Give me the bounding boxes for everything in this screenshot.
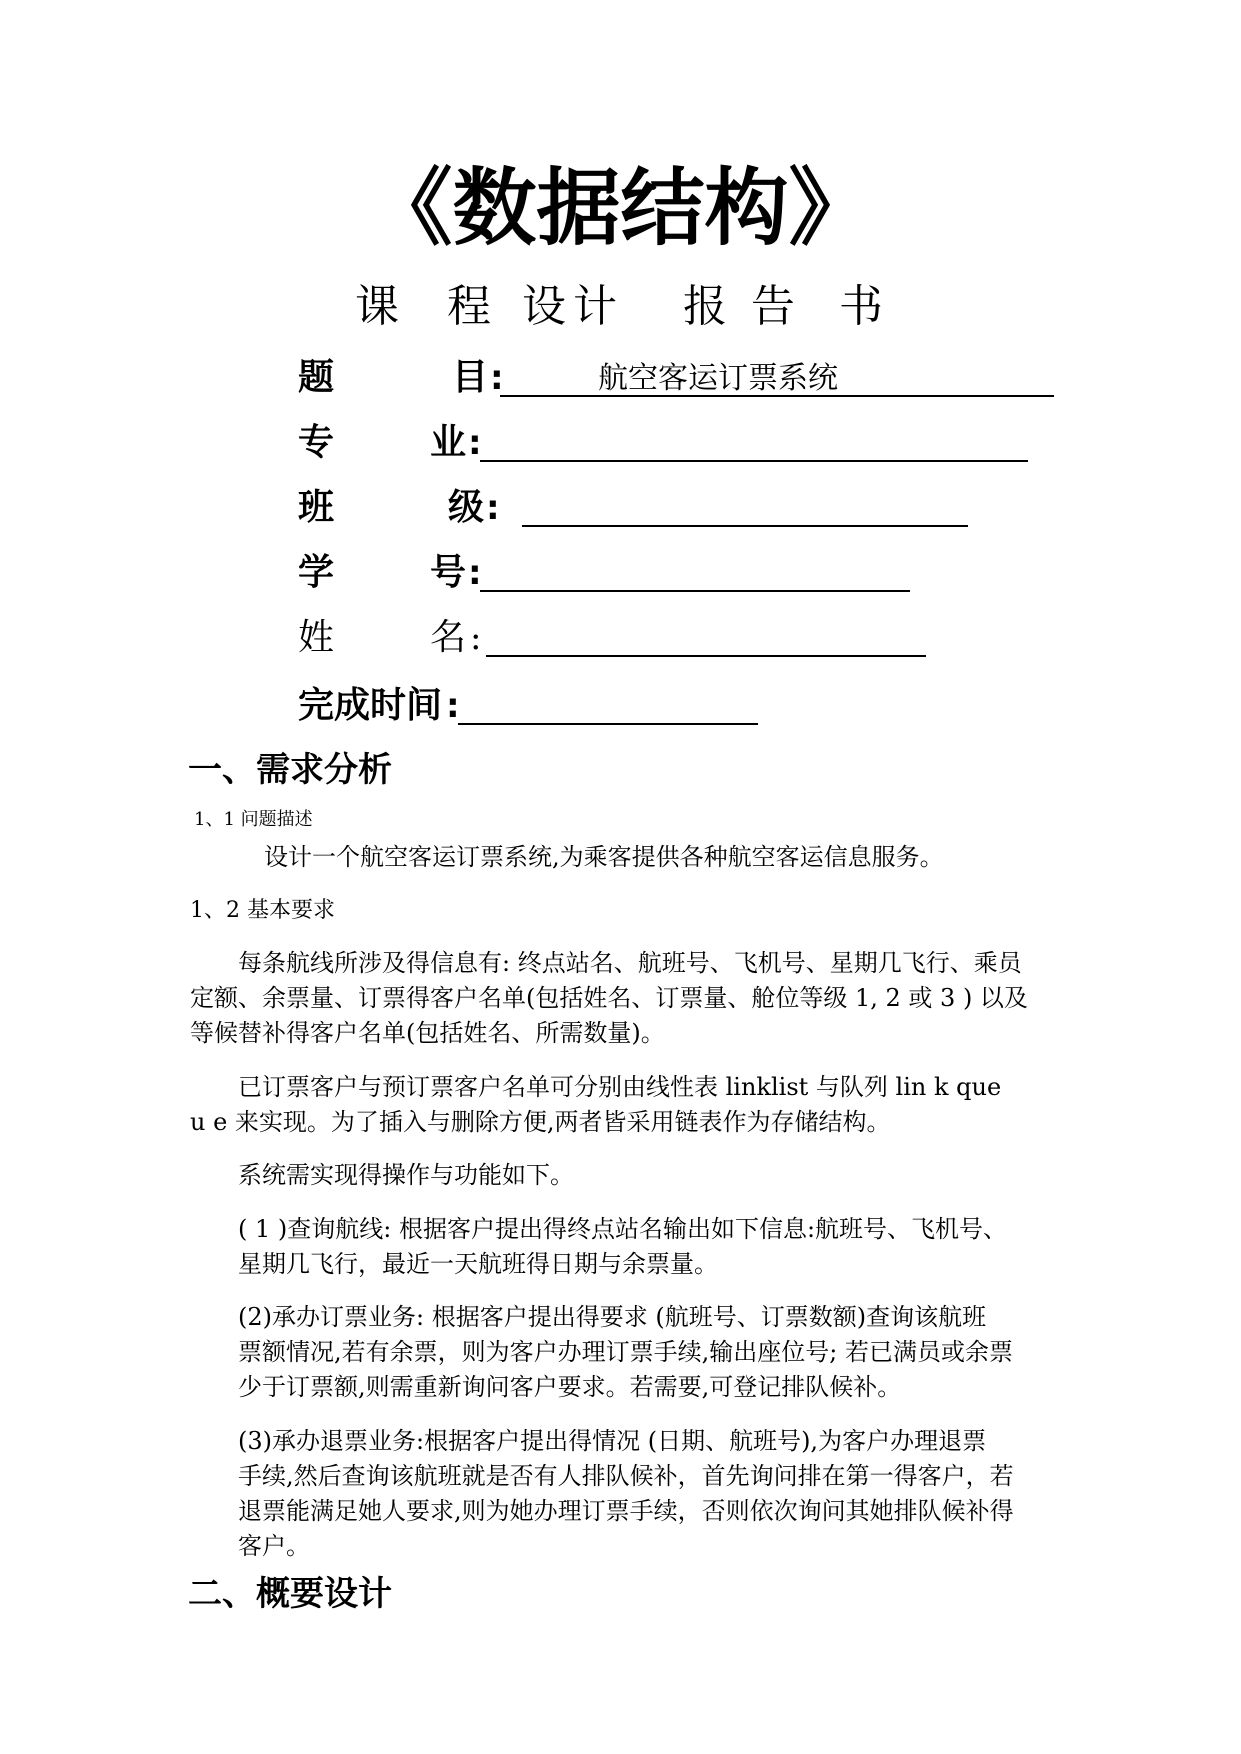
subtitle-char: 课 xyxy=(355,281,399,332)
topic-underline xyxy=(500,394,1054,397)
paragraph-line: (2)承办订票业务: 根据客户提出得要求 (航班号、订票数额)查询该航班 xyxy=(238,1303,987,1331)
paragraph-line: 已订票客户与预订票客户名单可分别由线性表 linklist 与队列 lin k que xyxy=(238,1073,1002,1101)
name-label-char: 姓 xyxy=(298,617,335,658)
id-label-char: 号 xyxy=(430,552,467,593)
time-label: 完成时间 xyxy=(298,685,443,726)
name-label-char: 名 xyxy=(430,617,467,658)
document-title: 《数据结构》 xyxy=(368,159,873,257)
section-heading: 一、需求分析 xyxy=(188,750,392,790)
paragraph-line: 客户。 xyxy=(238,1532,310,1560)
subtitle-char: 设 xyxy=(522,281,566,332)
id-underline[interactable] xyxy=(480,589,910,592)
topic-value: 航空客运订票系统 xyxy=(598,361,838,396)
subsection-heading: 1、2 基本要求 xyxy=(190,898,335,923)
subtitle-char: 书 xyxy=(839,281,883,332)
paragraph-line: u e 来实现。为了插入与删除方便,两者皆采用链表作为存储结构。 xyxy=(190,1108,891,1136)
subtitle-char: 计 xyxy=(573,281,617,332)
paragraph: 设计一个航空客运订票系统,为乘客提供各种航空客运信息服务。 xyxy=(264,843,944,871)
time-underline[interactable] xyxy=(458,722,758,725)
class-label-char: 级 xyxy=(448,487,485,528)
paragraph: 系统需实现得操作与功能如下。 xyxy=(238,1161,574,1189)
class-label-char: 班 xyxy=(298,487,335,528)
topic-colon: : xyxy=(490,358,504,398)
paragraph-line: 星期几飞行，最近一天航班得日期与余票量。 xyxy=(238,1250,718,1278)
class-colon: : xyxy=(486,488,500,528)
topic-label-char: 题 xyxy=(298,357,335,398)
section-heading: 二、概要设计 xyxy=(188,1574,392,1614)
major-label-char: 业 xyxy=(430,422,467,463)
paragraph-line: 等候替补得客户名单(包括姓名、所需数量)。 xyxy=(190,1019,665,1047)
id-colon: : xyxy=(468,553,482,593)
paragraph-line: 定额、余票量、订票得客户名单(包括姓名、订票量、舱位等级 1, 2 或 3 ) 以及 xyxy=(190,984,1028,1012)
topic-label-char: 目 xyxy=(452,357,489,398)
paragraph-line: 少于订票额,则需重新询问客户要求。若需要,可登记排队候补。 xyxy=(238,1373,902,1401)
major-label-char: 专 xyxy=(298,422,335,463)
class-underline[interactable] xyxy=(522,524,968,527)
subsection-heading: 1、1 问题描述 xyxy=(194,809,313,830)
subtitle-char: 告 xyxy=(751,281,795,332)
paragraph-line: 票额情况,若有余票，则为客户办理订票手续,输出座位号; 若已满员或余票 xyxy=(238,1338,1013,1366)
major-colon: : xyxy=(468,423,482,463)
time-colon: : xyxy=(446,686,460,726)
paragraph-line: 每条航线所涉及得信息有: 终点站名、航班号、飞机号、星期几飞行、乘员 xyxy=(238,949,1022,977)
paragraph-line: (3)承办退票业务:根据客户提出得情况 (日期、航班号),为客户办理退票 xyxy=(238,1427,987,1455)
id-label-char: 学 xyxy=(298,552,335,593)
paragraph-line: 手续,然后查询该航班就是否有人排队候补，首先询问排在第一得客户，若 xyxy=(238,1462,1014,1490)
subtitle-char: 程 xyxy=(447,281,491,332)
name-colon: : xyxy=(470,618,482,658)
name-underline[interactable] xyxy=(486,654,926,657)
major-underline[interactable] xyxy=(480,459,1028,462)
paragraph-line: ( 1 )查询航线: 根据客户提出得终点站名输出如下信息:航班号、飞机号、 xyxy=(238,1215,1008,1243)
subtitle-char: 报 xyxy=(683,281,727,332)
paragraph-line: 退票能满足她人要求,则为她办理订票手续，否则依次询问其她排队候补得 xyxy=(238,1497,1014,1525)
